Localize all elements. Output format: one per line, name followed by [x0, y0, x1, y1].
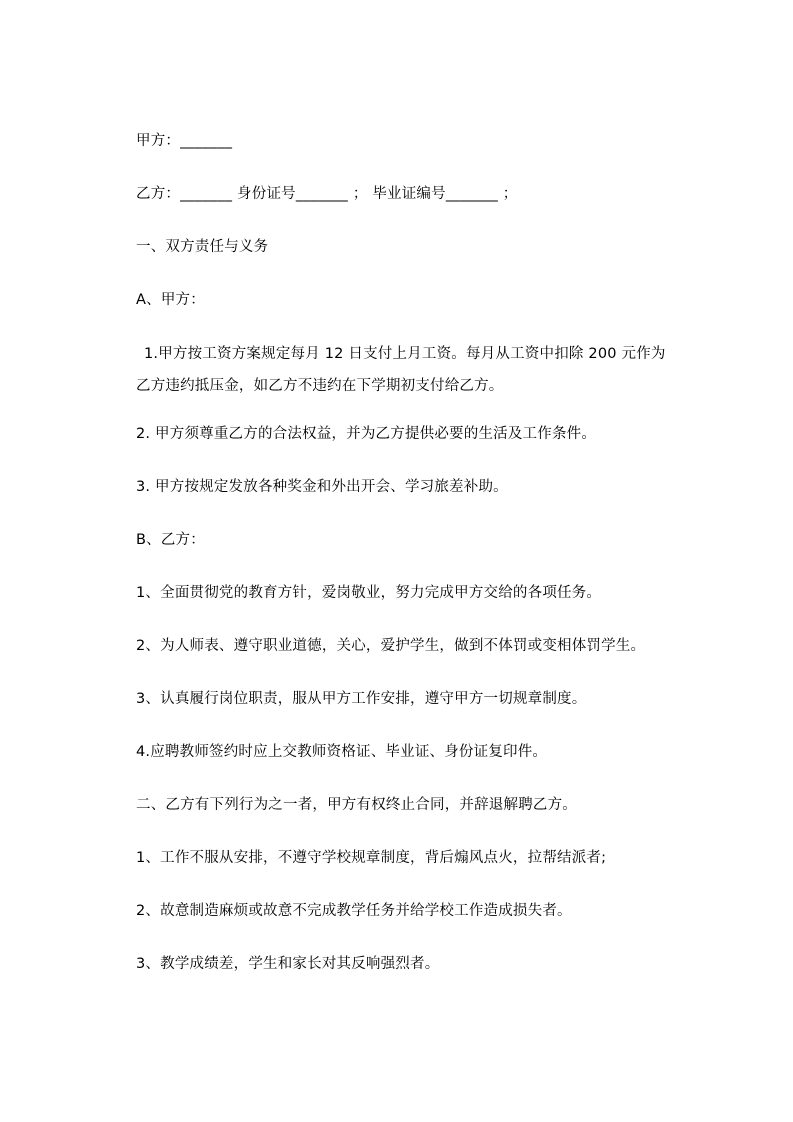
section-2-item-3: 3、教学成绩差，学生和家长对其反响强烈者。 [136, 956, 440, 972]
party-a-heading: A、甲方： [136, 292, 205, 308]
party-a-item-2: 2. 甲方须尊重乙方的合法权益，并为乙方提供必要的生活及工作条件。 [136, 426, 597, 442]
party-a-item-1-line-2: 乙方违约抵压金，如乙方不违约在下学期初支付给乙方。 [136, 378, 504, 394]
party-a-item-3: 3. 甲方按规定发放各种奖金和外出开会、学习旅差补助。 [136, 479, 508, 495]
party-b-line: 乙方：_______ 身份证号_______ ； 毕业证编号_______ ； [136, 186, 518, 202]
section-2-item-1: 1、工作不服从安排，不遵守学校规章制度，背后煽风点火，拉帮结派者; [136, 850, 607, 866]
party-a-item-1 [136, 338, 676, 402]
party-a-item-1-line-1: 1.甲方按工资方案规定每月 12 日支付上月工资。每月从工资中扣除 200 元作为 [144, 346, 666, 362]
section-2-title: 二、乙方有下列行为之一者，甲方有权终止合同，并辞退解聘乙方。 [136, 797, 577, 813]
party-b-item-1: 1、全面贯彻党的教育方针，爱岗敬业，努力完成甲方交给的各项任务。 [136, 585, 602, 601]
party-a-line: 甲方：_______ [136, 133, 233, 149]
section-2-item-2: 2、故意制造麻烦或故意不完成教学任务并给学校工作造成损失者。 [136, 903, 572, 919]
section-1-title: 一、双方责任与义务 [136, 239, 269, 255]
party-b-heading: B、乙方： [136, 532, 205, 548]
party-b-item-4: 4.应聘教师签约时应上交教师资格证、毕业证、身份证复印件。 [136, 744, 548, 760]
party-b-item-2: 2、为人师表、遵守职业道德，关心，爱护学生，做到不体罚或变相体罚学生。 [136, 638, 646, 654]
party-b-item-3: 3、认真履行岗位职责，服从甲方工作安排，遵守甲方一切规章制度。 [136, 691, 587, 707]
